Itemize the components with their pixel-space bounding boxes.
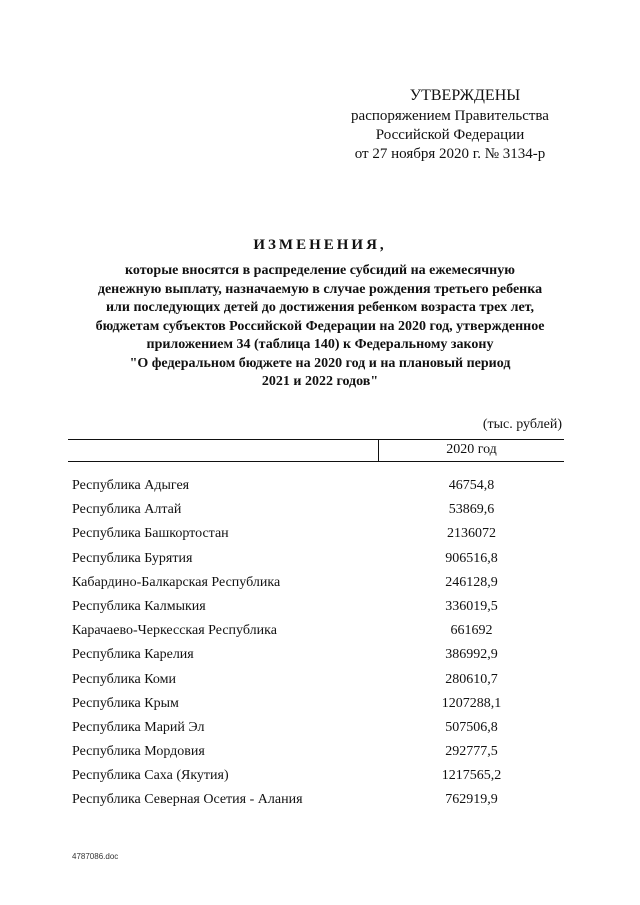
table-row bbox=[0, 573, 640, 597]
region-name: Республика Северная Осетия - Алания bbox=[72, 792, 303, 808]
region-name: Республика Калмыкия bbox=[72, 598, 206, 614]
table-row bbox=[0, 742, 640, 766]
region-name: Карачаево-Черкесская Республика bbox=[72, 623, 277, 639]
table-header-year: 2020 год bbox=[446, 442, 497, 457]
table-body bbox=[0, 476, 640, 815]
table-row bbox=[0, 694, 640, 718]
region-amount: 53869,6 bbox=[448, 502, 495, 518]
region-name: Республика Башкортостан bbox=[72, 526, 229, 542]
region-name: Республика Коми bbox=[72, 671, 176, 687]
region-name: Республика Карелия bbox=[72, 647, 194, 663]
file-name-footer: 4787086.doc bbox=[72, 852, 119, 861]
region-name: Республика Мордовия bbox=[72, 744, 205, 760]
approval-line: от 27 ноября 2020 г. № 3134-р bbox=[354, 146, 546, 162]
table-row bbox=[0, 476, 640, 500]
approval-line: Российской Федерации bbox=[375, 127, 525, 143]
subtitle-line: бюджетам субъектов Российской Федерации на 2020 год, утвержденное bbox=[95, 318, 545, 334]
table-header-bottom-rule bbox=[68, 461, 564, 462]
region-amount: 280610,7 bbox=[445, 671, 498, 687]
subtitle-line: денежную выплату, назначаемую в случае рождения третьего ребенка bbox=[97, 281, 543, 297]
region-amount: 507506,8 bbox=[445, 719, 498, 735]
subtitle-line: или последующих детей до достижения ребенком возраста трех лет, bbox=[105, 300, 535, 315]
region-amount: 762919,9 bbox=[445, 792, 498, 808]
region-name: Республика Адыгея bbox=[72, 478, 190, 493]
approval-block bbox=[340, 86, 560, 164]
subtitle-line: "О федеральном бюджете на 2020 год и на плановый период bbox=[129, 355, 511, 371]
table-row bbox=[0, 621, 640, 645]
table-row bbox=[0, 670, 640, 694]
region-name: Республика Алтай bbox=[72, 502, 182, 518]
region-name: Республика Саха (Якутия) bbox=[72, 768, 229, 784]
region-name: Республика Марий Эл bbox=[72, 719, 205, 735]
region-amount: 386992,9 bbox=[445, 647, 498, 663]
region-name: Кабардино-Балкарская Республика bbox=[72, 574, 281, 590]
table-row bbox=[0, 549, 640, 573]
table-row bbox=[0, 597, 640, 621]
region-amount: 1207288,1 bbox=[441, 695, 502, 711]
region-amount: 661692 bbox=[450, 623, 493, 639]
region-amount: 46754,8 bbox=[448, 478, 495, 493]
region-amount: 906516,8 bbox=[445, 550, 498, 566]
region-amount: 1217565,2 bbox=[441, 768, 502, 784]
region-amount: 2136072 bbox=[447, 526, 496, 542]
document-title: ИЗМЕНЕНИЯ, bbox=[253, 237, 387, 253]
subtitle-line: приложением 34 (таблица 140) к Федеральному закону bbox=[146, 337, 494, 352]
region-amount: 246128,9 bbox=[445, 574, 498, 590]
approval-line: распоряжением Правительства bbox=[351, 108, 549, 124]
table-row bbox=[0, 645, 640, 669]
table-row bbox=[0, 500, 640, 524]
region-name: Республика Крым bbox=[72, 695, 179, 711]
document-subtitle bbox=[60, 262, 580, 392]
subtitle-line: 2021 и 2022 годов" bbox=[261, 374, 379, 389]
region-amount: 336019,5 bbox=[445, 598, 498, 614]
table-header-top-rule bbox=[68, 439, 564, 440]
table-row bbox=[0, 718, 640, 742]
table-row bbox=[0, 524, 640, 548]
units-label: (тыс. рублей) bbox=[482, 417, 562, 432]
region-name: Республика Бурятия bbox=[72, 550, 193, 566]
table-row bbox=[0, 790, 640, 814]
table-row bbox=[0, 766, 640, 790]
region-amount: 292777,5 bbox=[445, 744, 498, 760]
subtitle-line: которые вносятся в распределение субсидий на ежемесячную bbox=[125, 263, 515, 278]
approval-heading: УТВЕРЖДЕНЫ bbox=[409, 87, 521, 104]
